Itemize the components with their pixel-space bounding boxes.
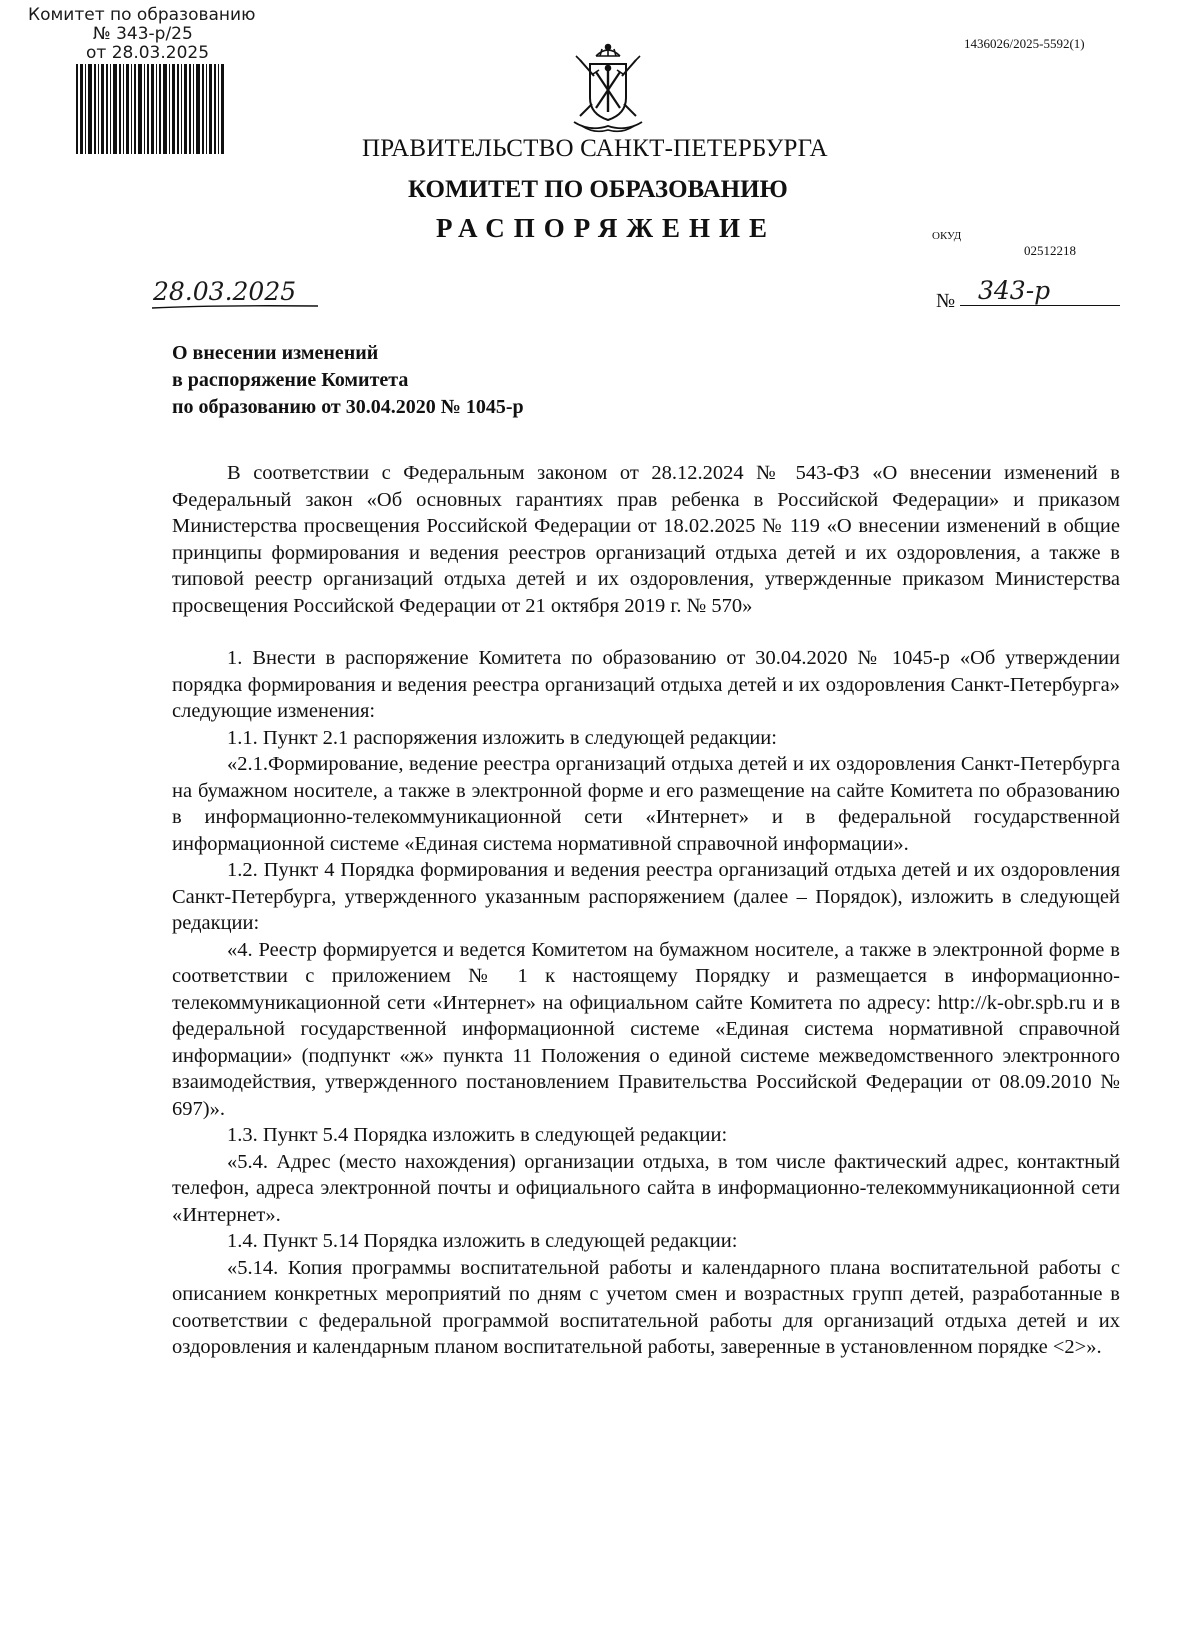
paragraph-gap [172,619,1120,645]
stamp-number: № 343-р/25 [93,24,193,44]
okud-label: ОКУД [932,230,962,242]
body-paragraph: «5.4. Адрес (место нахождения) организации отдыха, в том числе фактический адрес, контактный телефон, адреса электронной почты и официального сайта в информационно-телекоммуникационной сети «Интернет». [172,1150,1120,1226]
stamp-date: от 28.03.2025 [86,43,210,63]
okud-code: 02512218 [1024,243,1076,258]
document-body [172,460,1120,1361]
subject-line: в распоряжение Комитета [172,369,409,391]
subject-line: по образованию от 30.04.2020 № 1045-р [172,396,524,418]
preamble-paragraph: В соответствии с Федеральным законом от 28.12.2024 № 543-ФЗ «О внесении изменений в Федеральный закон «Об основных гарантиях прав ребенка в Российской Федерации» и приказом Министерства просвещения Российской Федерации от 18.02.2025 № 119 «О внесении изменений в общие принципы формирования и ведения реестров организаций отдыха детей и их оздоровления, а также в типовой реестр организаций отдыха детей и их оздоровления, утвержденные приказом Министерства просвещения Российской Федерации от 21 октября 2019 г. № 570» [172,462,1120,617]
body-paragraph: 1.2. Пункт 4 Порядка формирования и ведения реестра организаций отдыха детей и их оздоровления Санкт-Петербурга, утвержденного указанным распоряжением (далее – Порядок), изложить в следующей редакции: [172,859,1120,934]
body-paragraph: 1.4. Пункт 5.14 Порядка изложить в следующей редакции: [227,1230,738,1252]
subject-line: О внесении изменений [172,342,379,364]
body-paragraph: 1.1. Пункт 2.1 распоряжения изложить в следующей редакции: [227,726,777,749]
government-heading: ПРАВИТЕЛЬСТВО САНКТ-ПЕТЕРБУРГА [362,135,828,162]
barcode-image [76,64,224,154]
stamp-committee: Комитет по образованию [28,5,256,25]
handwritten-date: 28.03.2025 [153,277,297,306]
body-paragraph: «4. Реестр формируется и ведется Комитетом на бумажном носителе, а также в электронной форме в соответствии с приложением № 1 к настоящему Порядку и размещается в информационно-телекоммуникационной сети «Интернет» на официальном сайте Комитета по адресу: http://k-obr.spb.ru и в федеральной государственной информационной системе «Единая система нормативной справочной информации» (подпункт «ж» пункта 11 Положения о единой системе межведомственного электронного взаимодействия, утвержденного постановлением Правительства Российской Федерации от 08.09.2010 № 697)». [172,938,1120,1120]
number-sign: № [936,290,956,312]
body-paragraph: «5.14. Копия программы воспитательной работы и календарного плана воспитательной работы с описанием конкретных мероприятий по дням с учетом смен и возрастных групп детей, разработанные в соответствии с федеральной программой воспитательной работы для организаций отдыха детей и их оздоровления и календарным планом воспитательной работы, заверенные в установленном порядке <2>». [172,1256,1120,1358]
document-type-title: РАСПОРЯЖЕНИЕ [436,213,777,243]
body-paragraph: «2.1.Формирование, ведение реестра организаций отдыха детей и их оздоровления Санкт-Петербурга на бумажном носителе, а также в электронной форме и его размещение на сайте Комитета по образованию в информационно-телекоммуникационной сети «Интернет» и в федеральной государственной информационной системе «Единая система нормативной справочной информации». [172,753,1120,855]
document-registration-number: 1436026/2025-5592(1) [964,36,1085,51]
committee-heading: КОМИТЕТ ПО ОБРАЗОВАНИЮ [408,176,788,203]
body-paragraph: 1.3. Пункт 5.4 Порядка изложить в следующей редакции: [227,1124,728,1146]
date-underline [150,303,320,311]
coat-of-arms-emblem [560,42,656,134]
handwritten-number: 343-р [978,276,1051,305]
document-subject [172,340,524,421]
body-paragraph: 1. Внести в распоряжение Комитета по образованию от 30.04.2020 № 1045-р «Об утверждении порядка формирования и ведения реестра организаций отдыха детей и их оздоровления Санкт-Петербурга» следующие изменения: [172,647,1120,722]
